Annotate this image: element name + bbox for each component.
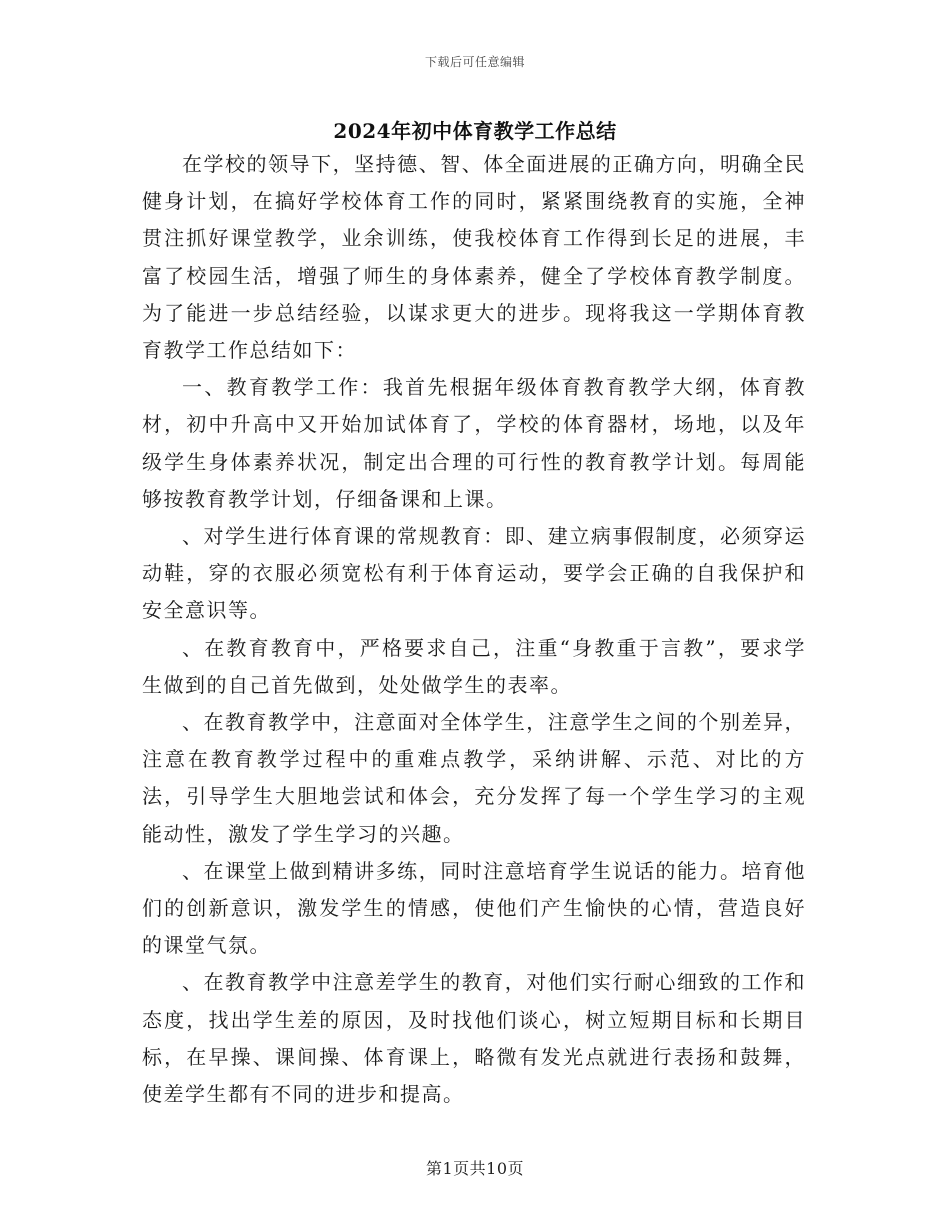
paragraph-struggling-students: 、在教育教学中注意差学生的教育，对他们实行耐心细致的工作和态度，找出学生差的原因，及时找他们谈心，树立短期目标和长期目标，在早操、课间操、体育课上，略微有发光点就进行表扬和鼓舞，使差学生都有不同的进步和提高。 [142,970,806,1107]
paragraph-routine-education: 、对学生进行体育课的常规教育：即、建立病事假制度，必须穿运动鞋，穿的衣服必须宽松有利于体育运动，要学会正确的自我保护和安全意识等。 [142,524,806,623]
header-note: 下载后可任意编辑 [424,55,525,69]
page-number-footer: 第1页共10页 [425,1159,525,1178]
paragraph-teaching-work: 一、教育教学工作：我首先根据年级体育教育教学大纲，体育教材，初中升高中又开始加试体育了，学校的体育器材，场地，以及年级学生身体素养状况，制定出合理的可行性的教育教学计划。每周能够按教育教学计划，仔细备课和上课。 [142,375,806,511]
paragraph-intro: 在学校的领导下，坚持德、智、体全面进展的正确方向，明确全民健身计划，在搞好学校体育工作的同时，紧紧围绕教育的实施，全神贯注抓好课堂教学，业余训练，使我校体育工作得到长足的进展，丰富了校园生活，增强了师生的身体素养，健全了学校体育教学制度。为了能进一步总结经验，以谋求更大的进步。现将我这一学期体育教育教学工作总结如下： [142,152,806,363]
paragraph-all-students: 、在教育教学中，注意面对全体学生，注意学生之间的个别差异，注意在教育教学过程中的重难点教学，采纳讲解、示范、对比的方法，引导学生大胆地尝试和体会，充分发挥了每一个学生学习的主观能动性，激发了学生学习的兴趣。 [142,710,806,846]
document-title: 2024年初中体育教学工作总结 [333,119,617,143]
paragraph-self-discipline: 、在教育教育中，严格要求自己，注重“身教重于言教”，要求学生做到的自己首先做到，处处做学生的表率。 [142,635,806,697]
paragraph-classroom-practice: 、在课堂上做到精讲多练，同时注意培育学生说话的能力。培育他们的创新意识，激发学生的情感，使他们产生愉快的心情，营造良好的课堂气氛。 [142,858,806,958]
document-body [142,146,806,1113]
